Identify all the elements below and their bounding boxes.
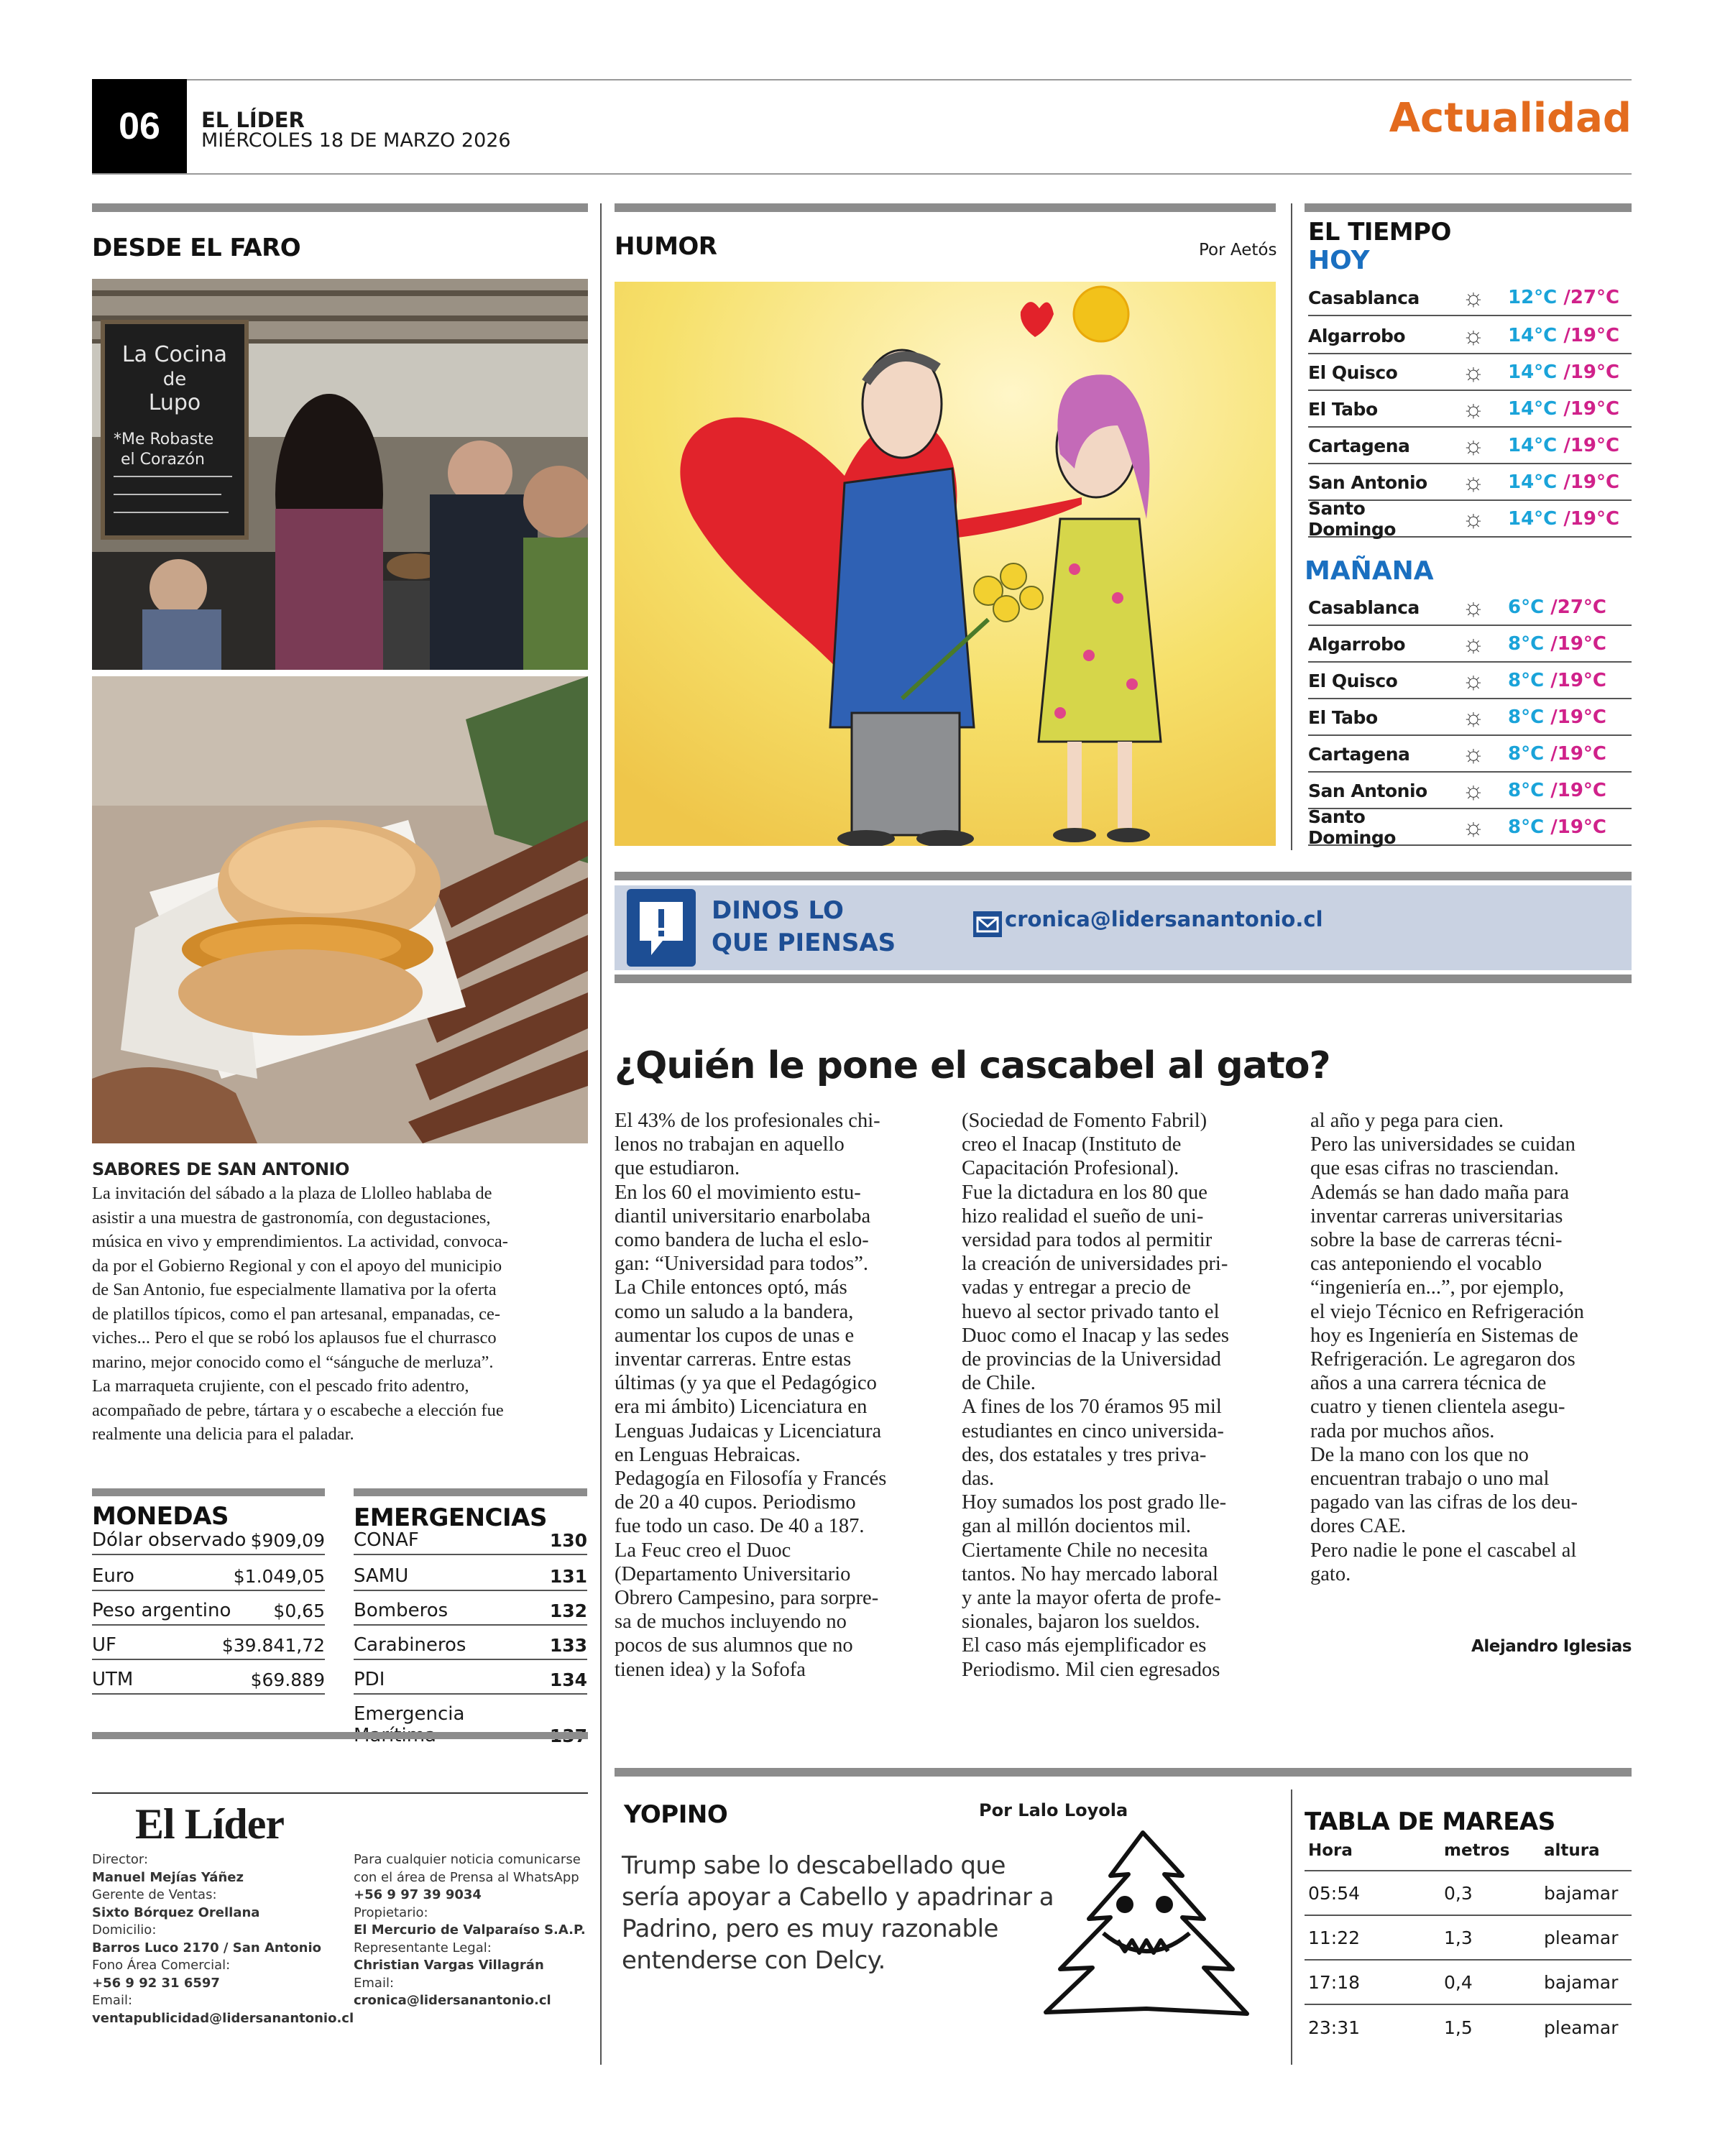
weather-city: El Quisco [1308, 670, 1398, 691]
director-name: Manuel Mejías Yáñez [92, 1869, 244, 1885]
fish-sandwich-illustration [92, 676, 588, 1143]
tide-level: bajamar [1544, 1882, 1619, 1904]
weather-row [1308, 355, 1632, 391]
contact-note-2: con el área de Prensa al WhatsApp [354, 1869, 579, 1885]
temp-max: 19°C [1570, 435, 1620, 456]
mareas-left-rule [1291, 1789, 1292, 2065]
article-column-3: al año y pega para cien. Pero las universidades se cuidan que esas cifras no trasciendan. Además se han dado maña para inventar carreras universitarias sobre la base de carreras técni- cas anteponiendo el vocablo “ingeniería en...”, por ejemplo, el viejo Técnico en Refrigeración hoy es Ingeniería en Sistemas de Refrigeración. Le agregaron dos años a una carrera técnica de cuatro y tienen clientela asegu- rada por muchos años. De la mano con los que no encuentran trabajo o uno mal pagado van las cifras de los deu- dores CAE. Pero nadie le pone el cascabel al gato. [1310, 1110, 1584, 1585]
email2-value[interactable]: cronica@lidersanantonio.cl [354, 1993, 551, 2008]
emergency-number[interactable]: 131 [549, 1566, 587, 1587]
temp-max: 19°C [1570, 508, 1620, 530]
dinos-bottom-bar [615, 975, 1632, 983]
currency-value: $1.049,05 [233, 1566, 325, 1587]
sun-icon: ☼ [1462, 431, 1485, 459]
email-label: Email: [92, 1993, 133, 2008]
tide-meters: 1,5 [1444, 2017, 1473, 2038]
director-label: Director: [92, 1852, 149, 1867]
weather-row [1308, 737, 1632, 773]
currency-label: UF [92, 1634, 116, 1656]
faro-caption-text: La invitación del sábado a la plaza de Llolleo hablaba de asistir a una muestra de gastronomía, con degustaciones, música en vivo y emprendimientos. La actividad, convoca- da por el Gobierno Regional y con el apoyo del municipio de San Antonio, fue especialmente llamativa por la oferta de platillos típicos, como el pan artesanal, empanadas, ce- viches... Pero el que se robó los aplausos fue el churrasco marino, mejor conocido como el “sánguche de merluza”. La marraqueta crujiente, con el pescado frito adentro, acompañado de pebre, tártara y o escabeche a elección fue realmente una delicia para el paladar. [92, 1184, 508, 1444]
temp-separator: / [1557, 287, 1570, 308]
weather-city: Algarrobo [1308, 325, 1406, 346]
propietario-label: Propietario: [354, 1904, 428, 1920]
weather-tomorrow-label: MAÑANA [1305, 556, 1434, 586]
tide-row [1305, 2005, 1632, 2050]
sun-icon: ☼ [1462, 283, 1485, 311]
temp-max: 27°C [1570, 287, 1620, 308]
sandwich-photo [92, 676, 588, 1143]
weather-city: Cartagena [1308, 435, 1410, 456]
sun-icon: ☼ [1462, 321, 1485, 349]
weather-city: Cartagena [1308, 743, 1410, 765]
section-name: Actualidad [1389, 95, 1632, 142]
emergency-row [354, 1529, 587, 1555]
temp-min: 8°C [1508, 670, 1545, 691]
currency-row [92, 1529, 325, 1555]
tide-meters: 0,4 [1444, 1971, 1473, 1993]
temp-max: 19°C [1570, 325, 1620, 346]
emergency-row [354, 1600, 587, 1626]
emergency-row [354, 1634, 587, 1660]
weather-temperature [1508, 398, 1619, 420]
article-column-2: (Sociedad de Fomento Fabril) creo el Inacap (Instituto de Capacitación Profesional). Fue la dictadura en los 80 que hizo realidad el sueño de uni- versidad para todos al permitir la creación de universidades pri- vadas y entregar a precio de huevo al sector privado tanto el Duoc como el Inacap y las sedes de provincias de la Universidad de Chile. A fines de los 70 éramos 95 mil estudiantes en cinco universida- des, dos estatales y tres priva- das. Hoy sumados los post grado lle- gan al millón docientos mil. Ciertamente Chile no necesita tantos. No hay mercado laboral y ante la mayor oferta de profe- sionales, bajaron los sueldos. El caso más ejemplificador es Periodismo. Mil cien egresados [962, 1110, 1229, 1681]
sun-icon: ☼ [1462, 740, 1485, 768]
weather-row [1308, 590, 1632, 626]
weather-temperature [1508, 743, 1606, 765]
weather-row [1308, 627, 1632, 663]
email2-label: Email: [354, 1975, 395, 1991]
sign-line-1: La Cocina [121, 342, 228, 367]
temp-min: 8°C [1508, 633, 1545, 655]
contact-note-1: Para cualquier noticia comunicarse [354, 1852, 581, 1867]
tide-time: 23:31 [1308, 2017, 1361, 2038]
tide-level: pleamar [1544, 1927, 1619, 1948]
temp-separator: / [1544, 780, 1558, 801]
sun-icon: ☼ [1462, 776, 1485, 804]
emergency-row [354, 1703, 587, 1749]
dinos-line-1: DINOS LO [712, 896, 844, 925]
emergency-label: SAMU [354, 1565, 409, 1587]
rep-label: Representante Legal: [354, 1940, 492, 1955]
faro-top-bar [92, 203, 588, 212]
temp-max: 19°C [1570, 471, 1620, 493]
currency-label: UTM [92, 1669, 134, 1690]
gerente-label: Gerente de Ventas: [92, 1887, 217, 1902]
market-stall-illustration [92, 279, 588, 670]
currency-label: Dólar observado [92, 1529, 247, 1551]
tide-row [1305, 1871, 1632, 1916]
masthead-left [92, 1851, 354, 2027]
temp-separator: / [1544, 816, 1558, 838]
currency-value: $69.889 [250, 1669, 325, 1690]
weather-city: Algarrobo [1308, 633, 1406, 655]
humor-author: Por Aetós [1199, 241, 1277, 259]
temp-max: 19°C [1557, 633, 1606, 655]
sun-icon: ☼ [1462, 703, 1485, 731]
temp-min: 12°C [1508, 287, 1558, 308]
tide-meters: 0,3 [1444, 1882, 1473, 1904]
temp-min: 8°C [1508, 780, 1545, 801]
market-stall-photo [92, 279, 588, 670]
dinos-email[interactable]: cronica@lidersanantonio.cl [1005, 907, 1323, 931]
emergency-number[interactable]: 134 [549, 1669, 587, 1690]
sun-icon: ☼ [1462, 505, 1485, 533]
sign-line-5: el Corazón [121, 451, 205, 469]
currency-label: Euro [92, 1565, 134, 1587]
emergency-label: Bomberos [354, 1600, 448, 1621]
yopino-author: Por Lalo Loyola [979, 1800, 1128, 1820]
weather-row [1308, 773, 1632, 809]
temp-max: 19°C [1570, 361, 1620, 383]
tide-time: 17:18 [1308, 1971, 1361, 1993]
weather-row [1308, 498, 1632, 540]
weather-city: Santo Domingo [1308, 498, 1396, 540]
weather-temperature [1508, 706, 1606, 728]
sign-line-4: *Me Robaste [114, 430, 214, 448]
cartoon-illustration [615, 282, 1276, 846]
temp-max: 19°C [1570, 398, 1620, 420]
temp-min: 14°C [1508, 508, 1558, 530]
weather-row [1308, 318, 1632, 354]
yopino-pine-drawing [1024, 1825, 1269, 2027]
temp-max: 27°C [1557, 596, 1606, 618]
email-value[interactable]: ventapublicidad@lidersanantonio.cl [92, 2010, 354, 2026]
article-author: Alejandro Iglesias [1471, 1637, 1632, 1656]
mareas-header [1305, 1841, 1632, 1871]
weather-city: El Quisco [1308, 361, 1398, 383]
tide-row [1305, 1916, 1632, 1961]
weather-row [1308, 428, 1632, 464]
left-bottom-bar [92, 1732, 588, 1739]
weather-today-label: HOY [1308, 246, 1370, 275]
temp-separator: / [1557, 398, 1570, 420]
issue-date: MIÉRCOLES 18 DE MARZO 2026 [201, 129, 511, 152]
weather-temperature [1508, 780, 1606, 801]
gerente-name: Sixto Bórquez Orellana [92, 1904, 260, 1920]
weather-city: San Antonio [1308, 471, 1427, 493]
emergency-row [354, 1669, 587, 1695]
emergency-label: PDI [354, 1669, 385, 1690]
currency-row [92, 1669, 325, 1695]
weather-top-bar [1305, 203, 1632, 212]
article-column-1: El 43% de los profesionales chi- lenos no trabajan en aquello que estudiaron. En los 60 el movimiento estu- diantil universitario enarbolaba como bandera de lucha el eslo- gan: “Universidad para todos”. La Chile entonces optó, más como un saludo a la bandera, aumentar los cupos de unas e inventar carreras. Entre estas últimas (y ya que el Pedagógico era mi ámbito) Licenciatura en Lenguas Judaicas y Licenciatura en Lenguas Hebraicas. Pedagogía en Filosofía y Francés de 20 a 40 cupos. Periodismo fue todo un caso. De 40 a 187. La Feuc creo el Duoc (Departamento Universitario Obrero Campesino, para sorpre- sa de muchos incluyendo no pocos de sus alumnos que no tienen idea) y la Sofofa [615, 1110, 887, 1681]
weather-temperature [1508, 596, 1606, 618]
tide-row [1305, 1961, 1632, 2005]
emergency-row [354, 1565, 587, 1591]
weather-row [1308, 700, 1632, 736]
humor-title: HUMOR [615, 232, 717, 261]
tide-level: pleamar [1544, 2017, 1619, 2038]
sun-icon: ☼ [1462, 813, 1485, 841]
weather-left-rule [1291, 203, 1292, 850]
humor-cartoon [615, 282, 1276, 846]
weather-row [1308, 465, 1632, 501]
weather-city: El Tabo [1308, 398, 1378, 420]
emergency-label: Emergencia [354, 1703, 465, 1725]
weather-temperature [1508, 633, 1606, 655]
tide-time: 05:54 [1308, 1882, 1361, 1904]
faro-title: DESDE EL FARO [92, 234, 301, 262]
temp-max: 19°C [1557, 816, 1606, 838]
temp-max: 19°C [1557, 706, 1606, 728]
sun-icon: ☼ [1462, 666, 1485, 694]
tide-level: bajamar [1544, 1971, 1619, 1993]
masthead-top-rule [92, 1792, 588, 1794]
weather-city: Casablanca [1308, 287, 1420, 308]
faro-caption-title: SABORES DE SAN ANTONIO [92, 1159, 349, 1179]
temp-separator: / [1557, 508, 1570, 530]
temp-separator: / [1544, 743, 1558, 765]
weather-city: Santo Domingo [1308, 806, 1396, 848]
domicilio-label: Domicilio: [92, 1922, 157, 1938]
emergency-label: Carabineros [354, 1634, 466, 1656]
sun-icon: ☼ [1462, 630, 1485, 658]
temp-separator: / [1544, 706, 1558, 728]
page-number: 06 [92, 79, 187, 174]
temp-min: 14°C [1508, 471, 1558, 493]
weather-temperature [1508, 361, 1619, 383]
mareas-title: TABLA DE MAREAS [1305, 1807, 1555, 1836]
temp-min: 14°C [1508, 435, 1558, 456]
header-top-rule [92, 79, 1632, 80]
sun-drawing [1074, 287, 1128, 341]
weather-temperature [1508, 287, 1619, 308]
emergency-number[interactable]: 132 [549, 1600, 587, 1621]
publication-name: EL LÍDER [201, 108, 305, 132]
weather-temperature [1508, 670, 1606, 691]
currency-value: $39.841,72 [221, 1635, 325, 1656]
humor-top-bar [615, 203, 1276, 212]
yopino-text: Trump sabe lo descabellado que sería apoyar a Cabello y apadrinar a Padrino, pero es muy razonable entenderse con Delcy. [622, 1851, 1054, 1975]
temp-min: 14°C [1508, 361, 1558, 383]
temp-max: 19°C [1557, 743, 1606, 765]
masthead-logo: El Líder [135, 1800, 285, 1848]
temp-min: 6°C [1508, 596, 1545, 618]
feedback-icon [627, 889, 696, 967]
weather-row [1308, 806, 1632, 848]
temp-separator: / [1557, 325, 1570, 346]
weather-temperature [1508, 325, 1619, 346]
domicilio-value: Barros Luco 2170 / San Antonio [92, 1940, 322, 1955]
rep-value: Christian Vargas Villagrán [354, 1958, 544, 1973]
sun-icon: ☼ [1462, 468, 1485, 496]
currency-row [92, 1634, 325, 1660]
temp-separator: / [1544, 633, 1558, 655]
tide-meters: 1,3 [1444, 1927, 1473, 1948]
weather-row [1308, 392, 1632, 428]
currency-value: $0,65 [273, 1600, 325, 1621]
tide-time: 11:22 [1308, 1927, 1361, 1948]
emergencias-title: EMERGENCIAS [354, 1503, 547, 1532]
weather-city: San Antonio [1308, 780, 1427, 801]
dinos-top-bar [615, 872, 1632, 880]
emergencias-top-bar [354, 1488, 587, 1496]
sun-icon: ☼ [1462, 358, 1485, 386]
weather-temperature [1508, 508, 1619, 530]
weather-title: EL TIEMPO [1308, 218, 1451, 247]
emergency-number[interactable]: 133 [549, 1635, 587, 1656]
whatsapp-number[interactable]: +56 9 97 39 9034 [354, 1887, 482, 1902]
emergency-label: CONAF [354, 1529, 419, 1551]
temp-min: 8°C [1508, 816, 1545, 838]
sun-icon: ☼ [1462, 395, 1485, 423]
article-title: ¿Quién le pone el cascabel al gato? [615, 1044, 1330, 1087]
sun-icon: ☼ [1462, 593, 1485, 621]
temp-separator: / [1557, 435, 1570, 456]
propietario-value: El Mercurio de Valparaíso S.A.P. [354, 1922, 586, 1938]
currency-value: $909,09 [250, 1530, 325, 1551]
currency-label: Peso argentino [92, 1600, 231, 1621]
temp-max: 19°C [1557, 780, 1606, 801]
weather-temperature [1508, 435, 1619, 456]
temp-separator: / [1557, 361, 1570, 383]
fono-value: +56 9 92 31 6597 [92, 1975, 220, 1991]
temp-min: 8°C [1508, 706, 1545, 728]
mareas-header-hora: Hora [1308, 1841, 1353, 1860]
temp-min: 14°C [1508, 398, 1558, 420]
weather-temperature [1508, 816, 1606, 838]
monedas-top-bar [92, 1488, 325, 1496]
sign-line-3: Lupo [148, 390, 201, 415]
yopino-top-bar [615, 1768, 1632, 1777]
dinos-line-2: QUE PIENSAS [712, 929, 896, 957]
fono-label: Fono Área Comercial: [92, 1958, 231, 1973]
weather-row [1308, 280, 1632, 316]
monedas-title: MONEDAS [92, 1502, 229, 1531]
temp-min: 8°C [1508, 743, 1545, 765]
weather-city: Casablanca [1308, 596, 1420, 618]
column-divider [600, 203, 602, 2065]
weather-temperature [1508, 471, 1619, 493]
temp-separator: / [1544, 596, 1558, 618]
mareas-header-metros: metros [1444, 1841, 1510, 1860]
yopino-title: YOPINO [624, 1800, 728, 1829]
currency-row [92, 1600, 325, 1626]
temp-separator: / [1544, 670, 1558, 691]
currency-row [92, 1565, 325, 1591]
temp-max: 19°C [1557, 670, 1606, 691]
masthead-right [354, 1851, 591, 2010]
header-bottom-rule [92, 173, 1632, 175]
mail-icon [973, 911, 1002, 937]
weather-row [1308, 663, 1632, 699]
mareas-header-altura: altura [1544, 1841, 1600, 1860]
temp-separator: / [1557, 471, 1570, 493]
emergency-number[interactable]: 130 [549, 1530, 587, 1551]
temp-min: 14°C [1508, 325, 1558, 346]
weather-city: El Tabo [1308, 706, 1378, 728]
sign-line-2: de [162, 369, 187, 390]
